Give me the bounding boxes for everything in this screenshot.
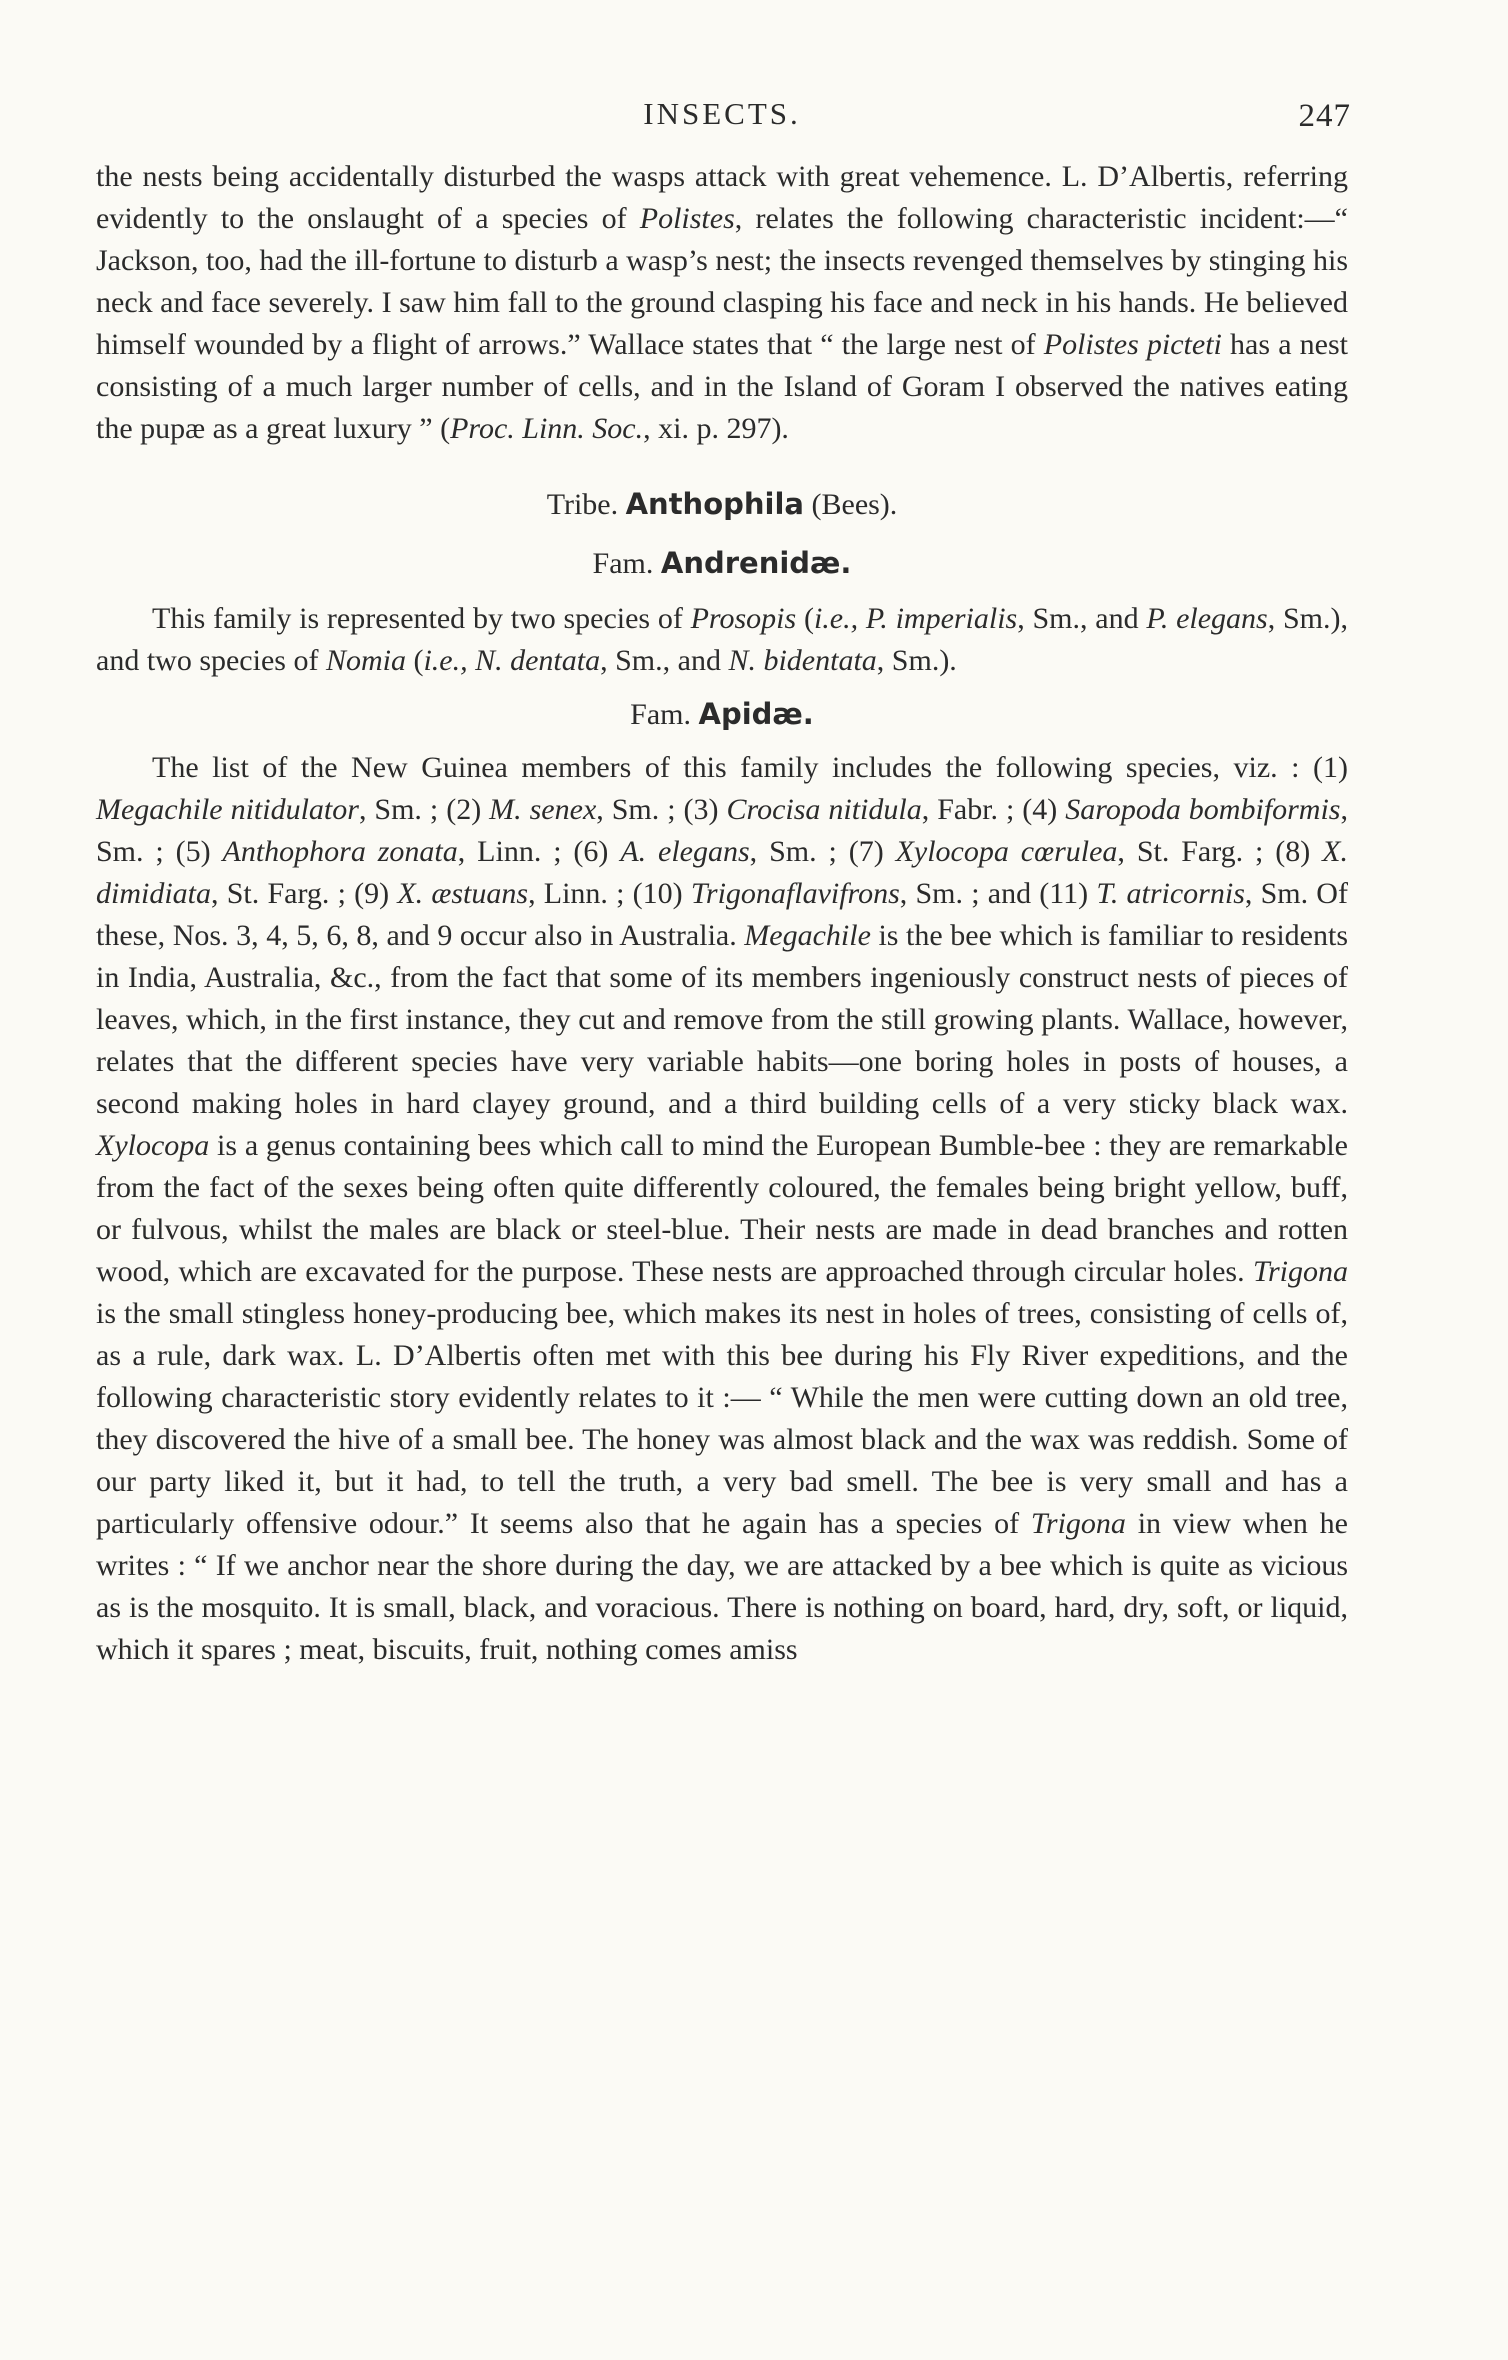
page-number: 247: [1298, 98, 1351, 134]
paragraph-wasps: the nests being accidentally disturbed the wasps attack with great vehemence. L. D’Albertis, referring evidently to the onslaught of a species of Polistes, relates the following characteristic incident:—“ Jackson, too, had the ill-fortune to disturb a wasp’s nest; the insects revenged themselves by stinging his neck and face severely. I saw him fall to the ground clasping his face and neck in his hands. He believed himself wounded by a flight of arrows.” Wallace states that “ the large nest of Polistes picteti has a nest consisting of a much larger number of cells, and in the Island of Goram I observed the natives eating the pupæ as a great luxury ” (Proc. Linn. Soc., xi. p. 297).: [96, 160, 1349, 445]
family-heading-andrenidae: Fam. Andrenidæ.: [592, 546, 852, 580]
paragraph-apidae: The list of the New Guinea members of this family includes the following species, viz. : (1) Megachile nitidulator, Sm. ; (2) M. senex, Sm. ; (3) Crocisa nitidula, Fabr. ; (4) Saropoda bombiformis, Sm. ; (5) Anthophora zonata, Linn. ; (6) A. elegans, Sm. ; (7) Xylocopa cœrulea, St. Farg. ; (8) X. dimidiata, St. Farg. ; (9) X. æstuans, Linn. ; (10) Trigonaflavifrons, Sm. ; and (11) T. atricornis, Sm. Of these, Nos. 3, 4, 5, 6, 8, and 9 occur also in Australia. Megachile is the bee which is familiar to residents in India, Australia, &c., from the fact that some of its members ingeniously construct nests of pieces of leaves, which, in the first instance, they cut and remove from the still growing plants. Wallace, however, relates that the different species have very variable habits—one boring holes in posts of houses, a second making holes in hard clayey ground, and a third building cells of a very sticky black wax. Xylocopa is a genus containing bees which call to mind the European Bumble-bee : they are remarkable from the fact of the sexes being often quite differently coloured, the females being bright yellow, buff, or fulvous, whilst the males are black or steel-blue. Their nests are made in dead branches and rotten wood, which are excavated for the purpose. These nests are approached through circular holes. Trigona is the small stingless honey-producing bee, which makes its nest in holes of trees, consisting of cells of, as a rule, dark wax. L. D’Albertis often met with this bee during his Fly River expeditions, and the following characteristic story evidently relates to it :— “ While the men were cutting down an old tree, they discovered the hive of a small bee. The honey was almost black and the wax was reddish. Some of our party liked it, but it had, to tell the truth, a very bad smell. The bee is very small and has a particularly offensive odour.” It seems also that he again has a species of Trigona in view when he writes : “ If we anchor near the shore during the day, we are attacked by a bee which is quite as vicious as is the mosquito. It is small, black, and voracious. There is nothing on board, hard, dry, soft, or liquid, which it spares ; meat, biscuits, fruit, nothing comes amiss: [96, 751, 1349, 1666]
paragraph-andrenidae: This family is represented by two species of Prosopis (i.e., P. imperialis, Sm., and P. elegans, Sm.), and two species of Nomia (i.e., N. dentata, Sm., and N. bidentata, Sm.).: [96, 602, 1348, 677]
family-heading-apidae: Fam. Apidæ.: [630, 697, 814, 731]
running-title: INSECTS.: [643, 96, 801, 131]
tribe-heading: Tribe. Anthophila (Bees).: [546, 487, 898, 521]
running-head: [96, 96, 1351, 156]
book-page: [96, 96, 1351, 1671]
